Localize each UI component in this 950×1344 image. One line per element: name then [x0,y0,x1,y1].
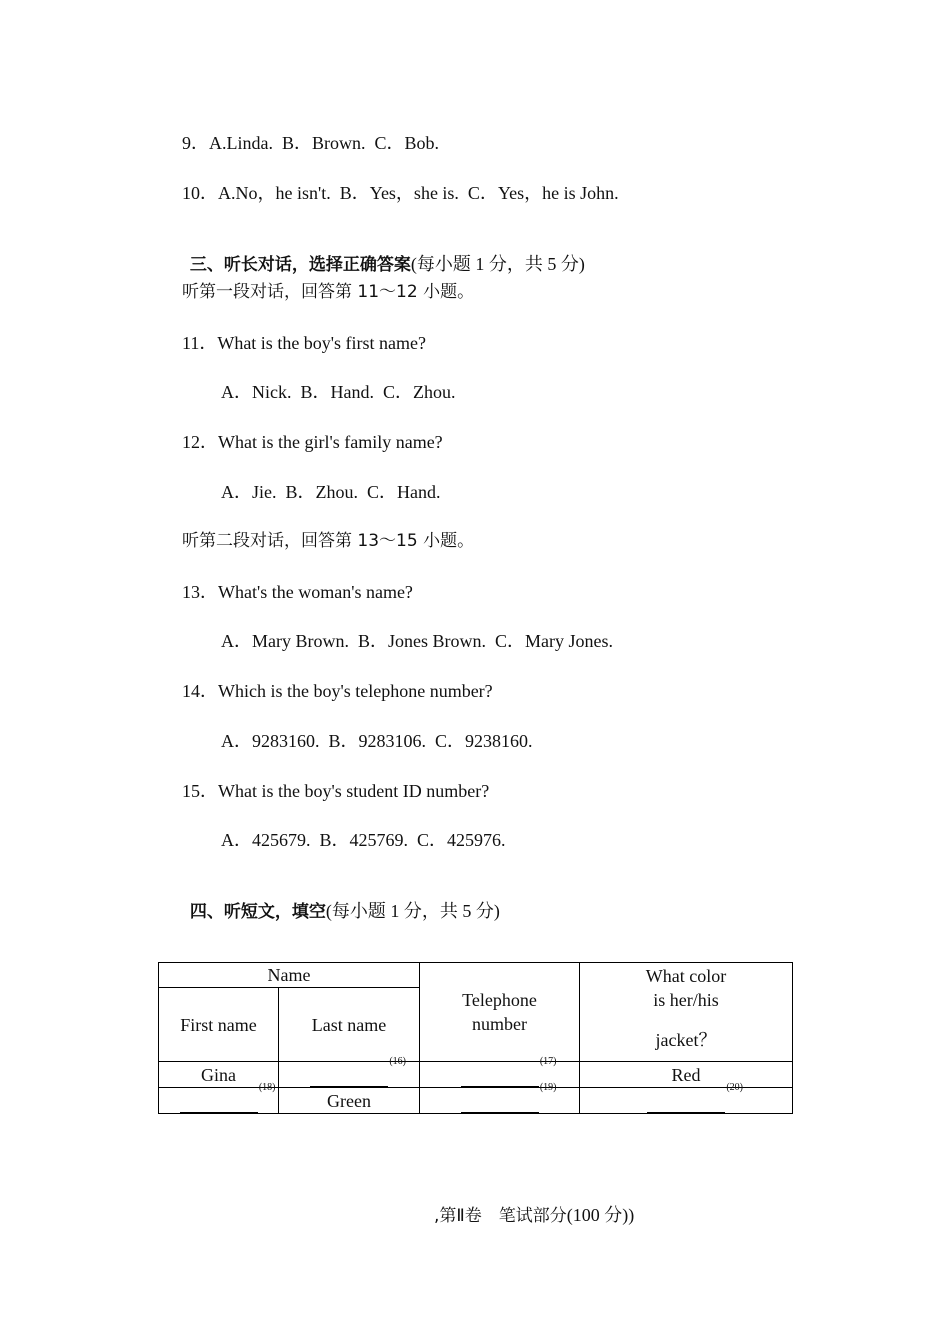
question-14-options: A．9283160. B．9283106. C．9238160. [221,731,533,751]
first-name-header: First name [159,988,279,1062]
fill-in-table [158,962,793,1114]
blank-19-number: (19) [539,1081,557,1093]
question-10: 10．A.No，he isn't. B．Yes，she is. C．Yes，he is John. [182,183,619,203]
row1-color: Red [580,1062,793,1088]
blank-20-cell [580,1081,793,1114]
question-13: 13．What's the woman's name? [182,582,413,602]
section-4-title: 四、听短文，填空 [189,902,326,922]
blank-18[interactable] [180,1081,276,1113]
row2-last-name: Green [279,1088,420,1114]
section-3-heading [178,231,585,276]
telephone-header [420,963,580,1062]
blank-17-number: (17) [539,1055,557,1067]
blank-18-cell [159,1081,279,1114]
question-9: 9．A.Linda. B．Brown. C．Bob. [182,133,440,153]
part-2-heading [425,1180,634,1227]
section-3-title: 三、听长对话，选择正确答案 [189,255,411,275]
question-11: 11．What is the boy's first name? [182,333,427,353]
last-name-header: Last name [279,988,420,1062]
color-header-line-1: What color [645,966,727,986]
dialog-1-intro: 听第一段对话，回答第 11～12 小题。 [182,282,475,302]
blank-16-cell [279,1055,420,1088]
question-15: 15．What is the boy's student ID number? [182,781,490,801]
section-4-scoring: (每小题 1 分，共 5 分) [325,901,500,921]
part-2-score: (100 分)) [566,1205,635,1225]
question-11-options: A．Nick. B．Hand. C．Zhou. [221,382,456,402]
question-15-options: A．425679. B．425769. C．425976. [221,830,506,850]
blank-20[interactable] [647,1081,744,1113]
question-12: 12．What is the girl's family name? [182,432,443,452]
blank-18-number: (18) [258,1081,276,1093]
telephone-header-line-2: number [472,1014,527,1034]
blank-16-number: (16) [389,1055,406,1067]
question-13-options: A．Mary Brown. B．Jones Brown. C．Mary Jones. [221,631,613,651]
blank-16[interactable] [310,1055,406,1087]
color-header [580,963,793,1062]
blank-19[interactable] [461,1081,557,1113]
section-3-scoring: (每小题 1 分，共 5 分) [410,254,585,274]
telephone-header-line-1: Telephone [462,990,537,1010]
color-header-line-2: is her/his [653,990,719,1010]
blank-19-cell [420,1081,580,1114]
dialog-2-intro: 听第二段对话，回答第 13～15 小题。 [182,531,475,551]
color-header-line-3: jacket？ [655,1030,717,1050]
part-2-title: ,第Ⅱ卷 笔试部分 [434,1206,567,1226]
section-4-heading [178,878,500,923]
question-12-options: A．Jie. B．Zhou. C．Hand. [221,482,441,502]
row1-first-name: Gina [159,1062,279,1088]
name-header: Name [159,963,420,988]
question-14: 14．Which is the boy's telephone number? [182,681,493,701]
blank-20-number: (20) [726,1081,744,1093]
